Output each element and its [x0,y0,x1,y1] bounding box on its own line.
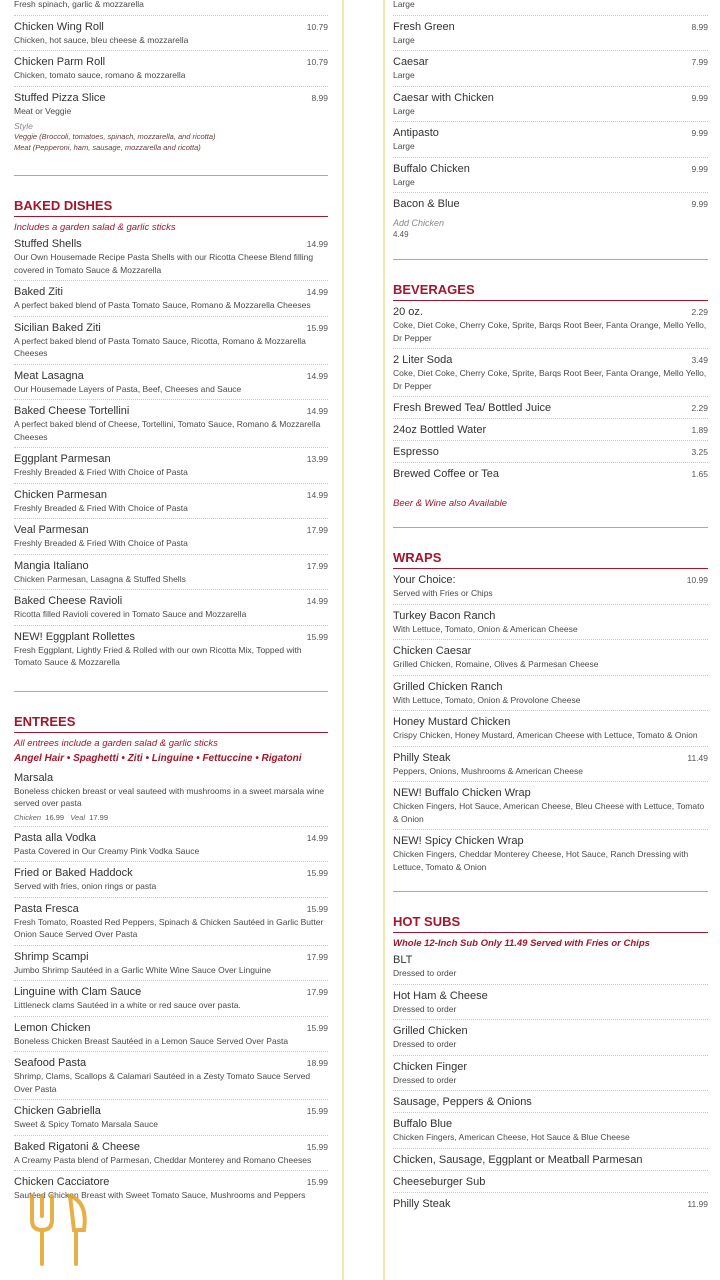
style-option: Veggie (Broccoli, tomatoes, spinach, mozzarella, and ricotta) [14,132,216,141]
menu-item[interactable] [14,1052,328,1100]
item-price: 9.99 [691,163,708,174]
left-column [4,0,344,1280]
item-price: 15.99 [306,1022,328,1033]
item-name: Stuffed Pizza Slice [14,91,106,104]
item-desc: A perfect baked blend of Pasta Tomato Sauce, Romano & Mozzarella Cheeses [14,300,311,310]
item-price: 15.99 [306,1177,328,1187]
item-desc: Sautéed Chicken Breast with Sweet Tomato Sauce, Mushrooms and Peppers [14,1190,306,1200]
menu-item[interactable] [14,448,328,484]
item-price: 8.99 [691,21,708,32]
item-name: Fresh Brewed Tea/ Bottled Juice [393,402,552,414]
menu-item[interactable] [393,0,708,16]
item-desc: Freshly Breaded & Fried With Choice of Pasta [14,502,188,513]
menu-item[interactable] [14,51,328,87]
item-name: Pasta alla Vodka [14,831,96,844]
item-desc: Chicken, hot sauce, bleu cheese & mozzarella [14,34,189,45]
menu-item[interactable] [393,782,708,830]
item-desc: Large [393,0,415,9]
item-desc: Our Own Housemade Recipe Pasta Shells with our Ricotta Cheese Blend filling covered in Tomato Sauce & Mozzarella [14,252,314,275]
option-price: 17.99 [89,812,109,822]
item-price: 3.25 [691,447,708,457]
section-divider [14,691,328,692]
item-price: 10.79 [306,21,328,32]
item-price: 2.29 [691,307,708,317]
item-name: Bacon & Blue [393,198,460,210]
item-name: Antipasto [393,127,439,139]
item-name: 20 oz. [393,306,423,318]
fork-knife-logo-icon [18,1188,96,1268]
item-desc: Large [393,34,415,45]
item-price: 11.99 [687,1198,708,1209]
section-note: All entrees include a garden salad & garlic sticks [14,737,218,749]
item-name: Fried or Baked Haddock [14,867,133,879]
menu-item[interactable] [393,1193,708,1214]
menu-item[interactable] [14,898,328,946]
menu-item[interactable] [14,16,328,52]
item-price: 17.99 [306,525,328,535]
menu-item[interactable] [393,1113,708,1149]
item-desc: Dressed to order [393,968,457,978]
menu-item[interactable] [14,400,328,448]
section-wraps [393,550,708,877]
item-price: 14.99 [306,370,328,381]
item-name: NEW! Buffalo Chicken Wrap [393,787,531,799]
item-price: 11.49 [687,752,708,763]
menu-item[interactable] [393,605,708,641]
item-desc: Fresh spinach, garlic & mozzarella [14,0,144,9]
section-title: WRAPS [393,550,708,569]
item-desc: Pasta Covered in Our Creamy Pink Vodka Sauce [14,845,200,856]
item-desc: Boneless chicken breast or veal sauteed with mushrooms in a sweet marsala wine served over pasta [14,785,324,808]
item-desc: Dressed to order [393,1039,457,1049]
item-desc: Fresh Eggplant, Lightly Fried & Rolled with our own Ricotta Mix, Topped with Tomato Sauce & Mozzarella [14,644,302,667]
item-name: Shrimp Scampi [14,950,89,963]
item-name: Chicken Caesar [393,645,472,657]
item-desc: Jumbo Shrimp Sautéed in a Garlic White Wine Sauce Over Linguine [14,964,272,975]
salads-list [393,16,708,215]
item-name: Chicken Cacciatore [14,1176,110,1188]
item-price: 14.99 [306,239,328,249]
item-name: Fresh Green [393,20,455,33]
item-price: 1.65 [691,469,708,479]
baked-dishes-list [14,233,328,673]
item-price: 13.99 [306,454,328,464]
section-baked-dishes [14,198,328,673]
menu-item[interactable] [393,16,708,52]
style-label: Style [14,121,33,131]
menu-item[interactable] [393,87,708,123]
item-price: 10.99 [686,575,708,585]
menu-item[interactable] [14,1136,328,1172]
item-name: Baked Ziti [14,286,63,298]
item-price: 9.99 [691,199,708,209]
item-name: Philly Steak [393,1197,451,1210]
section-divider [14,175,328,176]
option-label: Veal [70,812,86,822]
item-desc: Peppers, Onions, Mushrooms & American Cheese [393,765,583,776]
item-name: BLT [393,954,413,966]
item-name: Buffalo Blue [393,1118,453,1130]
item-name: Linguine with Clam Sauce [14,986,142,998]
item-name: Chicken Finger [393,1060,467,1073]
item-name: Baked Cheese Ravioli [14,595,123,607]
item-name: Philly Steak [393,751,451,764]
right-column [383,0,720,1280]
item-price: 18.99 [306,1058,328,1068]
item-desc: Crispy Chicken, Honey Mustard, American Cheese with Lettuce, Tomato & Onion [393,730,698,740]
item-price: 14.99 [306,406,328,416]
item-name: Cheeseburger Sub [393,1175,486,1188]
item-desc: Boneless Chicken Breast Sautéed in a Lemon Sauce Served Over Pasta [14,1035,289,1046]
menu-item[interactable] [14,981,328,1017]
item-desc: Fresh Tomato, Roasted Red Peppers, Spinach & Chicken Sautéed in Garlic Butter Onion Sauce Served Over Pasta [14,916,324,939]
option-label: Chicken [14,812,42,822]
item-desc: Chicken Fingers, American Cheese, Hot Sauce & Blue Cheese [393,1132,630,1142]
wraps-list [393,569,708,877]
menu-item[interactable] [393,463,708,484]
item-name: Sausage, Peppers & Onions [393,1096,532,1108]
item-desc: Ricotta filled Ravioli covered in Tomato Sauce and Mozzarella [14,609,247,619]
item-name: Lemon Chicken [14,1021,91,1034]
section-title: BEVERAGES [393,282,708,301]
item-name: Mangia Italiano [14,559,89,572]
pasta-choices: Angel Hair • Spaghetti • Ziti • Linguine • Fettuccine • Rigatoni [14,752,302,764]
menu-item[interactable] [14,233,328,281]
menu-item[interactable] [14,484,328,520]
item-name: Brewed Coffee or Tea [393,468,499,480]
item-name: Chicken, Sausage, Eggplant or Meatball Parmesan [393,1153,643,1166]
item-name: Meat Lasagna [14,369,84,382]
item-desc: Meat or Veggie [14,105,72,116]
item-name: Your Choice: [393,574,456,586]
section-divider [393,259,708,260]
menu-item[interactable] [393,349,708,397]
item-name: Honey Mustard Chicken [393,716,511,728]
menu-item[interactable] [393,441,708,463]
item-name: Veal Parmesan [14,524,89,536]
item-name: Seafood Pasta [14,1057,87,1069]
menu-item[interactable] [393,122,708,158]
item-price: 8.99 [311,92,328,103]
item-name: NEW! Spicy Chicken Wrap [393,835,524,847]
beverages-list [393,301,708,484]
menu-item[interactable] [393,676,708,712]
item-desc: Large [393,176,415,187]
item-name: Chicken Parmesan [14,488,107,501]
item-desc: With Lettuce, Tomato, Onion & Provolone Cheese [393,694,581,705]
menu-item[interactable] [393,193,708,214]
item-price: 7.99 [691,57,708,67]
menu-item[interactable] [14,1017,328,1053]
menu-item[interactable] [393,1149,708,1171]
item-price: 1.89 [691,425,708,435]
section-title: BAKED DISHES [14,198,328,217]
item-price: 17.99 [306,987,328,997]
menu-item[interactable] [14,626,328,673]
menu-item[interactable] [14,519,328,555]
menu-item[interactable] [393,419,708,441]
item-name: Marsala [14,771,54,784]
item-price: 9.99 [691,92,708,103]
item-desc: Chicken, tomato sauce, romano & mozzarella [14,70,186,80]
beer-wine-note: Beer & Wine also Available [393,498,507,509]
item-desc: Served with fries, onion rings or pasta [14,881,157,891]
item-desc: Freshly Breaded & Fried With Choice of Pasta [14,467,188,477]
menu-item[interactable] [14,862,328,898]
item-desc: Coke, Diet Coke, Cherry Coke, Sprite, Barqs Root Beer, Fanta Orange, Mello Yello, Dr Pepper [393,368,707,391]
item-desc: Chicken Parmesan, Lasagna & Stuffed Shells [14,573,186,584]
item-price: 17.99 [306,560,328,571]
item-name: Grilled Chicken Ranch [393,680,503,693]
item-desc: Large [393,70,415,80]
item-name: Stuffed Shells [14,238,82,250]
menu-item[interactable] [393,640,708,676]
menu-item[interactable] [14,590,328,626]
item-desc: A Creamy Pasta blend of Parmesan, Cheddar Monterey and Romano Cheeses [14,1154,312,1165]
item-price: 15.99 [306,868,328,878]
menu-item[interactable] [393,1056,708,1092]
item-desc: Our Housemade Layers of Pasta, Beef, Cheeses and Sauce [14,383,242,394]
item-name: Pasta Fresca [14,902,79,915]
item-name: Baked Rigatoni & Cheese [14,1140,140,1153]
item-name: 24oz Bottled Water [393,424,487,436]
item-desc: Coke, Diet Coke, Cherry Coke, Sprite, Barqs Root Beer, Fanta Orange, Mello Yello, Dr Pepper [393,320,707,343]
option-prices [14,813,328,822]
item-price: 9.99 [691,128,708,138]
menu-item[interactable] [393,747,708,783]
menu-item[interactable] [14,281,328,317]
menu-item[interactable] [393,1020,708,1056]
menu-item[interactable] [14,87,328,158]
item-desc: Dressed to order [393,1003,457,1014]
item-name: Caesar [393,56,429,68]
section-hot-subs [393,914,708,1214]
section-note: Includes a garden salad & garlic sticks [14,222,176,233]
item-desc: Chicken Fingers, Cheddar Monterey Cheese, Hot Sauce, Ranch Dressing with Lettuce, Tomato & Onion [393,849,689,872]
item-name: Eggplant Parmesan [14,453,111,465]
menu-item[interactable] [14,365,328,401]
addon-price: 4.49 [393,230,409,239]
item-name: Caesar with Chicken [393,91,494,104]
item-desc: Large [393,105,415,116]
item-name: Espresso [393,446,439,458]
section-entrees [14,714,328,1206]
menu-item[interactable] [393,397,708,419]
menu-item[interactable] [14,764,328,827]
style-option: Meat (Pepperoni, ham, sausage, mozzarella and ricotta) [14,143,201,152]
item-name: Baked Cheese Tortellini [14,405,130,417]
addon-label: Add Chicken [393,218,445,228]
item-name: Turkey Bacon Ranch [393,609,496,622]
hot-subs-list [393,949,708,1214]
menu-item[interactable] [14,1100,328,1136]
item-price: 15.99 [306,1106,328,1116]
menu-item[interactable] [393,985,708,1021]
option-price: 16.99 [45,812,65,822]
left-column-inner [14,0,328,1206]
section-divider [393,527,708,528]
menu-item[interactable] [393,711,708,747]
section-note: Whole 12-Inch Sub Only 11.49 Served with Fries or Chips [393,938,650,949]
menu-item[interactable] [14,0,328,16]
menu-item[interactable] [393,301,708,349]
item-desc: Sweet & Spicy Tomato Marsala Sauce [14,1119,158,1129]
item-desc: A perfect baked blend of Cheese, Tortellini, Tomato Sauce, Romano & Mozzarella Cheeses [14,419,321,442]
menu-item[interactable] [393,830,708,877]
item-desc: Dressed to order [393,1074,457,1085]
item-desc: Served with Fries or Chips [393,588,493,598]
menu-item[interactable] [393,1091,708,1113]
menu-item[interactable] [393,158,708,194]
item-desc: A perfect baked blend of Pasta Tomato Sauce, Ricotta, Romano & Mozzarella Cheeses [14,335,306,358]
item-desc: Chicken Fingers, Hot Sauce, American Cheese, Bleu Cheese with Lettuce, Tomato & Onion [393,801,705,824]
item-name: Sicilian Baked Ziti [14,321,101,334]
item-price: 15.99 [306,631,328,642]
item-name: Hot Ham & Cheese [393,989,488,1002]
item-price: 15.99 [306,1141,328,1152]
item-name: NEW! Eggplant Rollettes [14,630,136,643]
item-desc: Littleneck clams Sautéed in a white or red sauce over pasta. [14,1000,241,1010]
item-price: 15.99 [306,322,328,333]
menu-item[interactable] [393,51,708,87]
item-name: Chicken Parm Roll [14,56,106,68]
item-desc: Grilled Chicken, Romaine, Olives & Parmesan Cheese [393,659,599,669]
menu-item[interactable] [14,317,328,365]
section-title: HOT SUBS [393,914,708,933]
right-column-inner [393,0,708,1214]
entrees-list [14,827,328,1206]
item-desc: With Lettuce, Tomato, Onion & American Cheese [393,623,578,634]
item-price: 17.99 [306,951,328,962]
item-desc: Large [393,141,415,151]
item-name: 2 Liter Soda [393,354,453,366]
menu-item[interactable] [14,555,328,591]
section-beverages [393,282,708,509]
item-price: 10.79 [306,57,328,67]
item-price: 14.99 [306,596,328,606]
item-name: Grilled Chicken [393,1025,468,1037]
item-name: Chicken Gabriella [14,1105,101,1117]
item-price: 14.99 [306,489,328,500]
item-price: 14.99 [306,287,328,297]
item-desc: Freshly Breaded & Fried With Choice of Pasta [14,538,188,548]
section-divider [393,891,708,892]
item-price: 14.99 [306,832,328,843]
item-price: 2.29 [691,403,708,413]
menu-item[interactable] [393,569,708,605]
menu-item[interactable] [14,827,328,863]
item-price: 3.49 [691,355,708,365]
item-name: Chicken Wing Roll [14,20,104,33]
item-name: Buffalo Chicken [393,162,470,175]
menu-item[interactable] [14,946,328,982]
menu-item[interactable] [393,949,708,985]
menu-item[interactable] [393,1171,708,1193]
item-desc: Shrimp, Clams, Scallops & Calamari Sautéed in a Zesty Tomato Sauce Served Over Pasta [14,1071,311,1094]
item-price: 15.99 [306,903,328,914]
section-title: ENTREES [14,714,328,733]
